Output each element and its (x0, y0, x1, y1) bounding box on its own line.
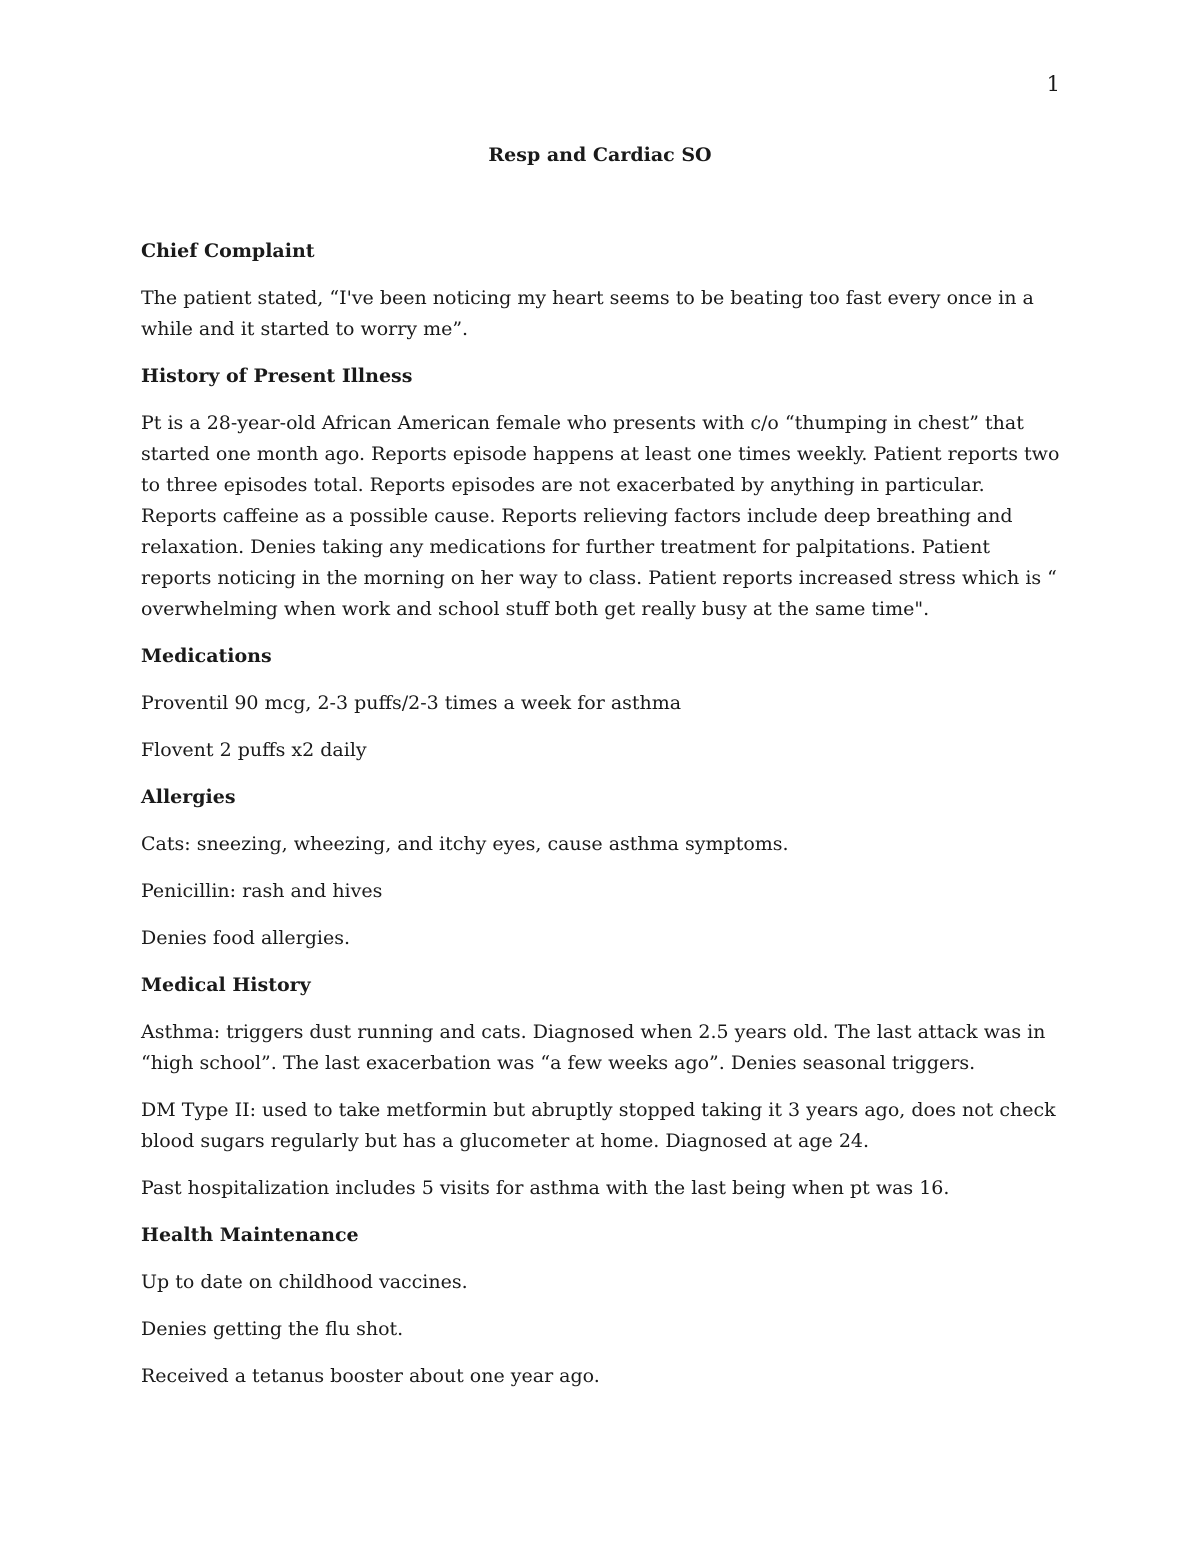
paragraph: Flovent 2 puffs x2 daily (141, 739, 367, 761)
section-heading: Health Maintenance (141, 1224, 359, 1246)
section-medical-history (141, 970, 1061, 1204)
paragraph: Past hospitalization includes 5 visits for asthma with the last being when pt was 16. (141, 1177, 950, 1199)
document-body (141, 236, 1061, 1392)
paragraph: Pt is a 28-year-old African American female who presents with c/o “thumping in chest” that started one month ago. Reports episode happens at least one times weekly. Patient reports two to three episodes total. Reports episodes are not exacerbated by anything in particular. Reports caffeine as a possible cause. Reports relieving factors include deep breathing and relaxation. Denies taking any medications for further treatment for palpitations. Patient reports noticing in the morning on her way to class. Patient reports increased stress which is “ overwhelming when work and school stuff both get really busy at the same time". (141, 412, 1060, 620)
document-title: Resp and Cardiac SO (488, 144, 712, 166)
paragraph: Received a tetanus booster about one year ago. (141, 1365, 600, 1387)
paragraph: DM Type II: used to take metformin but abruptly stopped taking it 3 years ago, does not check blood sugars regularly but has a glucometer at home. Diagnosed at age 24. (141, 1099, 1056, 1152)
section-heading: History of Present Illness (141, 365, 413, 387)
paragraph: Denies food allergies. (141, 927, 351, 949)
section-health-maintenance (141, 1220, 1061, 1392)
paragraph: Up to date on childhood vaccines. (141, 1271, 468, 1293)
section-heading: Medical History (141, 974, 311, 996)
section-chief-complaint (141, 236, 1061, 345)
section-history-of-present-illness (141, 361, 1061, 625)
section-heading: Chief Complaint (141, 240, 315, 262)
paragraph: Cats: sneezing, wheezing, and itchy eyes, cause asthma symptoms. (141, 833, 789, 855)
page-number: 1 (1046, 72, 1060, 96)
section-heading: Allergies (141, 786, 236, 808)
section-heading: Medications (141, 645, 272, 667)
paragraph: Proventil 90 mcg, 2-3 puffs/2-3 times a week for asthma (141, 692, 682, 714)
paragraph: Asthma: triggers dust running and cats. Diagnosed when 2.5 years old. The last attack was in “high school”. The last exacerbation was “a few weeks ago”. Denies seasonal triggers. (141, 1021, 1046, 1074)
paragraph: Penicillin: rash and hives (141, 880, 383, 902)
paragraph: Denies getting the flu shot. (141, 1318, 404, 1340)
section-allergies (141, 782, 1061, 954)
paragraph: The patient stated, “I've been noticing my heart seems to be beating too fast every once in a while and it started to worry me”. (141, 287, 1034, 340)
section-medications (141, 641, 1061, 766)
